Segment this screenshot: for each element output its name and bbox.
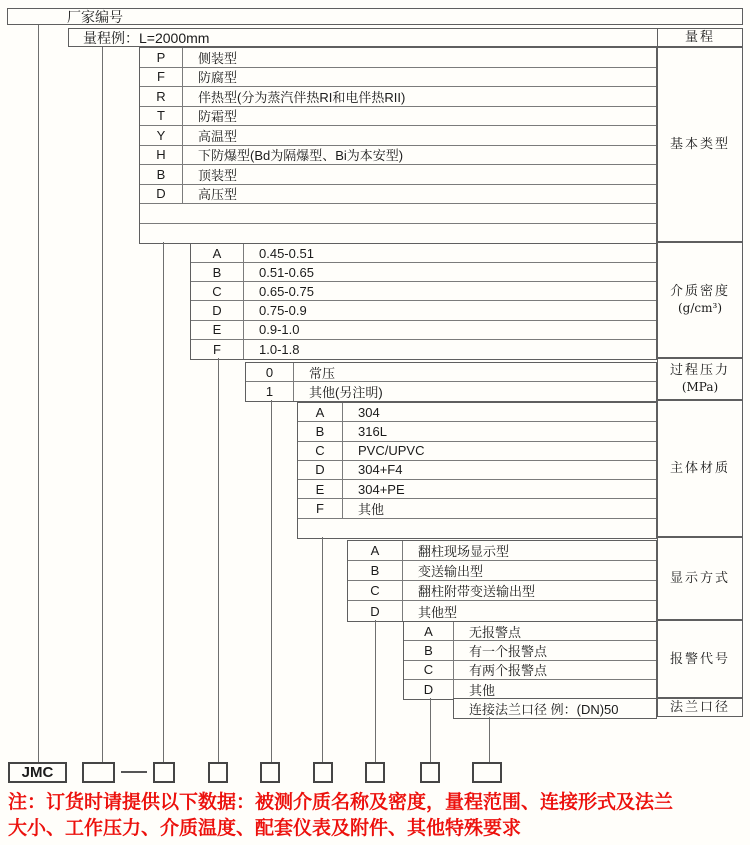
material-row (298, 442, 656, 461)
density-desc: 0.45-0.51 (259, 245, 314, 261)
code-box-material (313, 762, 333, 783)
alarm-desc: 有一个报警点 (469, 643, 548, 659)
basic_type-row (140, 126, 656, 146)
basic_type-row (140, 48, 656, 68)
code-box-alarm (420, 762, 440, 783)
connector-line-flange (489, 717, 490, 762)
density-desc: 0.65-0.75 (259, 283, 314, 299)
basic_type-code: T (140, 107, 183, 126)
density-row (191, 340, 656, 359)
basic_type-code: F (140, 68, 183, 87)
connector-line-material (322, 537, 323, 762)
material-desc: 304+F4 (358, 462, 403, 478)
material-code: F (298, 499, 343, 517)
label-density: 介质密度 (g/cm³) (657, 242, 743, 358)
model-prefix-box: JMC (8, 762, 67, 783)
flange-table (453, 698, 657, 719)
factory-code-label: 厂家编号 (67, 8, 123, 25)
display-desc: 翻柱附带变送输出型 (418, 584, 536, 599)
basic_type-desc: 高压型 (198, 187, 238, 203)
pressure-row (246, 363, 656, 382)
alarm-desc: 无报警点 (469, 624, 522, 640)
ordering-note-line1: 注：订货时请提供以下数据：被测介质名称及密度，量程范围、连接形式及法兰 (8, 792, 674, 813)
display-code: B (348, 561, 403, 580)
basic_type-code: B (140, 165, 183, 184)
basic_type-code: H (140, 146, 183, 165)
connector-line-density (218, 358, 219, 762)
label-range: 量程 (657, 28, 743, 47)
basic_type-row (140, 224, 656, 244)
label-alarm: 报警代号 (657, 620, 743, 698)
material-desc: 316L (358, 423, 387, 439)
basic_type-desc: 顶装型 (198, 167, 238, 183)
material-code: D (298, 461, 343, 479)
code-box-flange (472, 762, 502, 783)
connector-line-factory-code (38, 25, 39, 762)
code-box-display (365, 762, 385, 783)
alarm-table (403, 621, 657, 700)
material-code: C (298, 442, 343, 460)
basic_type-code: D (140, 185, 183, 204)
basic_type-desc (183, 204, 656, 223)
material-code (298, 519, 343, 538)
material-code: E (298, 480, 343, 498)
density-code: A (191, 244, 244, 262)
code-box-pressure (260, 762, 280, 783)
density-row (191, 282, 656, 301)
pressure-desc: 其他(另注明) (309, 385, 383, 400)
basic_type-row (140, 87, 656, 107)
basic_type-desc (183, 224, 656, 244)
label-material: 主体材质 (657, 400, 743, 537)
material-desc (343, 519, 656, 538)
basic_type-desc: 高温型 (198, 128, 238, 144)
range-example-box (68, 28, 658, 47)
display-row (348, 541, 656, 561)
code-box-basic-type (153, 762, 175, 783)
label-flange: 法兰口径 (657, 698, 743, 717)
alarm-row (404, 622, 656, 641)
density-row (191, 301, 656, 320)
density-code: B (191, 263, 244, 281)
density-desc: 0.51-0.65 (259, 264, 314, 280)
material-row (298, 499, 656, 518)
connector-line-pressure (271, 400, 272, 762)
ordering-note-line2: 大小、工作压力、介质温度、配套仪表及附件、其他特殊要求 (8, 818, 522, 839)
display-desc: 其他型 (418, 604, 458, 620)
density-code: E (191, 321, 244, 339)
material-desc: 304+PE (358, 481, 405, 497)
pressure-table (245, 362, 657, 402)
density-code: C (191, 282, 244, 300)
pressure-desc: 常压 (309, 365, 336, 381)
alarm-row (404, 661, 656, 680)
basic_type-row (140, 185, 656, 205)
basic_type-code: P (140, 48, 183, 67)
alarm-row (404, 641, 656, 660)
density-row (191, 244, 656, 263)
code-box-range (82, 762, 115, 783)
pressure-code: 1 (246, 382, 294, 401)
flange-desc: 连接法兰口径 例：(DN)50 (469, 702, 619, 717)
alarm-code: C (404, 661, 454, 679)
flange-row (454, 699, 656, 718)
material-table (297, 402, 657, 539)
basic_type-code (140, 204, 183, 223)
material-row (298, 519, 656, 538)
label-pressure: 过程压力 (MPa) (657, 358, 743, 400)
basic_type-row (140, 68, 656, 88)
connector-line-basic-type (163, 242, 164, 762)
code-box-density (208, 762, 228, 783)
alarm-code: A (404, 622, 454, 640)
basic_type-desc: 侧装型 (198, 50, 238, 66)
material-row (298, 480, 656, 499)
display-code: A (348, 541, 403, 560)
basic_type-desc: 防腐型 (198, 70, 238, 86)
density-desc: 0.9-1.0 (259, 322, 300, 338)
display-desc: 翻柱现场显示型 (418, 544, 510, 559)
basic_type-desc: 下防爆型(Bd为隔爆型、Bi为本安型) (198, 148, 404, 164)
ordering-note (8, 790, 748, 842)
basic_type-row (140, 204, 656, 224)
basic_type-row (140, 146, 656, 166)
alarm-row (404, 680, 656, 699)
basic-type-table (139, 47, 657, 244)
alarm-code: B (404, 641, 454, 659)
basic_type-code: Y (140, 126, 183, 145)
material-code: A (298, 403, 343, 421)
density-desc: 0.75-0.9 (259, 303, 307, 319)
connector-line-display (375, 620, 376, 762)
density-table (190, 243, 657, 360)
pressure-row (246, 382, 656, 401)
material-row (298, 461, 656, 480)
display-code: D (348, 601, 403, 621)
alarm-desc: 有两个报警点 (469, 663, 548, 679)
basic_type-row (140, 165, 656, 185)
material-row (298, 403, 656, 422)
pressure-code: 0 (246, 363, 294, 381)
basic_type-code (140, 224, 183, 244)
connector-line-alarm (430, 698, 431, 762)
separator-dash (121, 771, 147, 773)
density-row (191, 321, 656, 340)
basic_type-desc: 防霜型 (198, 109, 238, 125)
density-code: D (191, 301, 244, 319)
material-desc: 304 (358, 404, 380, 420)
factory-code-box (7, 8, 743, 25)
material-desc: PVC/UPVC (358, 443, 425, 459)
display-code: C (348, 581, 403, 600)
display-row (348, 581, 656, 601)
range-example-label: 量程例：L=2000mm (83, 29, 210, 46)
material-desc: 其他 (358, 502, 385, 518)
basic_type-code: R (140, 87, 183, 106)
basic_type-row (140, 107, 656, 127)
material-code: B (298, 422, 343, 440)
display-table (347, 540, 657, 622)
density-row (191, 263, 656, 282)
density-desc: 1.0-1.8 (259, 341, 300, 357)
label-display: 显示方式 (657, 537, 743, 620)
material-row (298, 422, 656, 441)
alarm-desc: 其他 (469, 682, 496, 698)
basic_type-desc: 伴热型(分为蒸汽伴热RI和电伴热RII) (198, 89, 406, 105)
alarm-code: D (404, 680, 454, 699)
density-code: F (191, 340, 244, 359)
display-row (348, 601, 656, 621)
display-desc: 变送输出型 (418, 564, 484, 579)
label-basic-type: 基本类型 (657, 47, 743, 242)
display-row (348, 561, 656, 581)
connector-line-range (102, 47, 103, 762)
